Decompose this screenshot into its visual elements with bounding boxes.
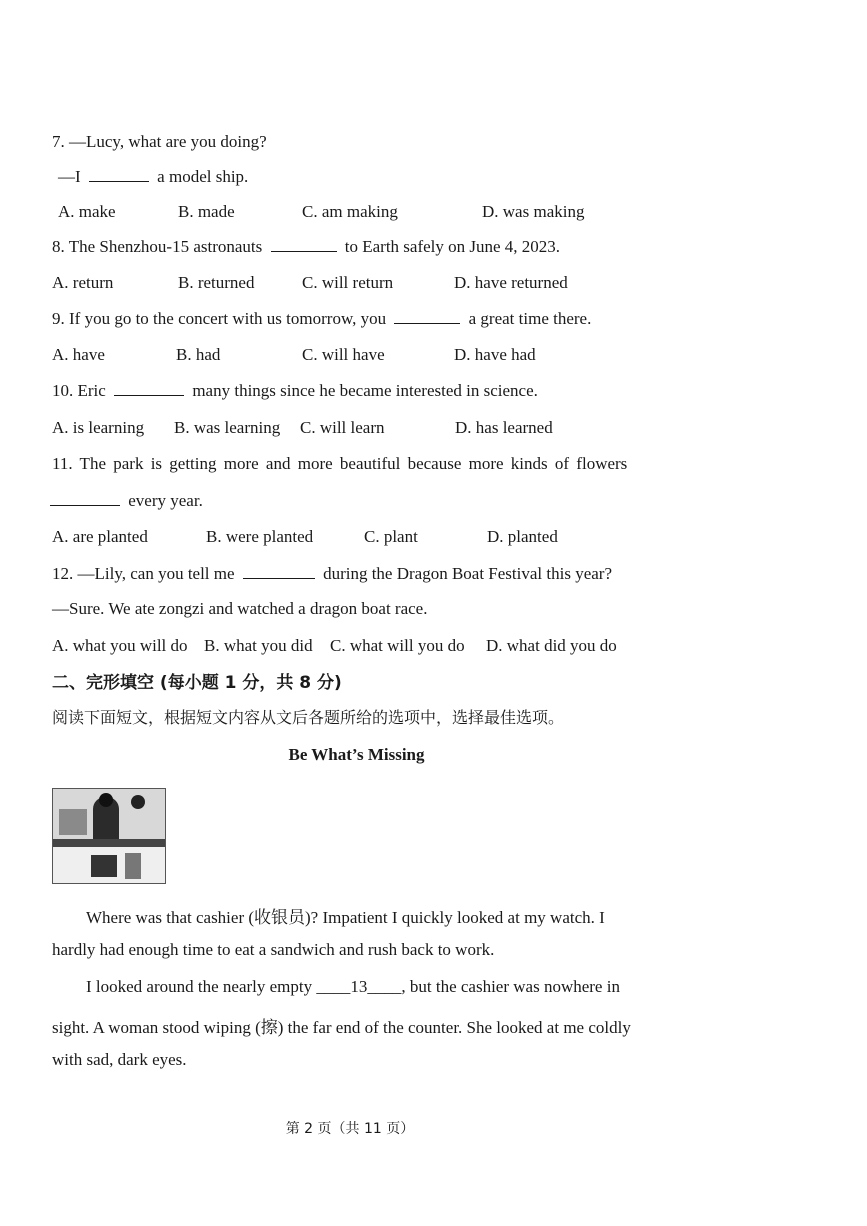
option-a[interactable]: A. what you will do — [52, 636, 188, 655]
question-7-options — [52, 201, 672, 223]
option-c[interactable]: C. will return — [302, 273, 394, 292]
option-c[interactable]: C. what will you do — [330, 636, 465, 655]
q7-reply-start: —I — [58, 167, 81, 186]
q9-stem-end: a great time there. — [468, 309, 592, 328]
answer-blank[interactable] — [89, 166, 149, 182]
question-8-options — [52, 272, 672, 294]
p2-line1-end: ____, but the cashier was nowhere in — [367, 977, 620, 996]
passage-p2-line3: with sad, dark eyes. — [52, 1050, 187, 1069]
q12-reply-text: —Sure. We ate zongzi and watched a dragon boat race. — [52, 599, 428, 618]
option-a[interactable]: A. make — [58, 202, 116, 221]
answer-blank[interactable] — [50, 490, 120, 506]
question-9-options — [52, 344, 672, 366]
passage-illustration — [52, 788, 166, 884]
question-8-stem — [52, 236, 560, 258]
option-a[interactable]: A. have — [52, 345, 105, 364]
passage-p2-line1 — [86, 977, 620, 997]
option-d[interactable]: D. was making — [482, 202, 585, 221]
answer-blank[interactable] — [114, 380, 184, 396]
option-c[interactable]: C. am making — [302, 202, 398, 221]
option-a[interactable]: A. is learning — [52, 418, 145, 437]
passage-p2-line2: sight. A woman stood wiping (擦) the far end of the counter. She looked at me coldly — [52, 1018, 631, 1037]
option-a[interactable]: A. are planted — [52, 527, 148, 546]
q11-stem-text: 11. The park is getting more and more beautiful because more kinds of flowers — [52, 454, 628, 473]
q7-stem-text: 7. —Lucy, what are you doing? — [52, 132, 267, 151]
q8-stem-end: to Earth safely on June 4, 2023. — [344, 237, 561, 256]
question-12-options — [52, 635, 692, 657]
answer-blank[interactable] — [394, 308, 460, 324]
option-d[interactable]: D. have had — [454, 345, 536, 364]
passage-p1-line1: Where was that cashier (收银员)? Impatient I quickly looked at my watch. I — [86, 908, 605, 927]
p2-line1-start: I looked around the nearly empty ____ — [86, 977, 351, 996]
question-7-stem — [52, 131, 267, 153]
option-c[interactable]: C. will have — [302, 345, 385, 364]
option-d[interactable]: D. planted — [487, 527, 558, 546]
section-instruction: 阅读下面短文，根据短文内容从文后各题所给的选项中，选择最佳选项。 — [52, 708, 565, 727]
q9-stem-start: 9. If you go to the concert with us tomorrow, you — [52, 309, 387, 328]
q12-stem-end: during the Dragon Boat Festival this year? — [323, 564, 612, 583]
option-b[interactable]: B. what you did — [204, 636, 313, 655]
question-12-stem — [52, 563, 612, 585]
question-11-stem-cont — [50, 490, 203, 512]
q10-stem-start: 10. Eric — [52, 381, 106, 400]
passage-title: Be What’s Missing — [288, 745, 425, 764]
question-10-options — [52, 417, 672, 439]
option-d[interactable]: D. what did you do — [486, 636, 617, 655]
answer-blank[interactable] — [243, 563, 315, 579]
option-b[interactable]: B. returned — [178, 273, 255, 292]
option-d[interactable]: D. have returned — [454, 273, 568, 292]
illustration-counter — [53, 839, 165, 847]
q12-stem-start: 12. —Lily, can you tell me — [52, 564, 235, 583]
question-11-stem — [52, 453, 627, 475]
option-c[interactable]: C. plant — [364, 527, 418, 546]
illustration-shelf — [59, 809, 87, 835]
illustration-stool — [125, 853, 141, 879]
illustration-clock — [131, 795, 145, 809]
q10-stem-end: many things since he became interested in science. — [192, 381, 538, 400]
option-a[interactable]: A. return — [52, 273, 114, 292]
question-12-reply — [52, 598, 427, 620]
blank-number-13[interactable]: 13 — [350, 977, 368, 996]
illustration-head — [99, 793, 113, 807]
question-11-options — [52, 526, 672, 548]
answer-blank[interactable] — [271, 236, 337, 252]
option-b[interactable]: B. had — [176, 345, 221, 364]
q7-reply-end: a model ship. — [157, 167, 249, 186]
option-b[interactable]: B. was learning — [174, 418, 281, 437]
question-7-reply — [58, 166, 248, 188]
q8-stem-start: 8. The Shenzhou-15 astronauts — [52, 237, 263, 256]
option-d[interactable]: D. has learned — [455, 418, 553, 437]
question-9-stem — [52, 308, 591, 330]
question-10-stem — [52, 380, 538, 402]
option-b[interactable]: B. were planted — [206, 527, 314, 546]
section-heading: 二、完形填空 (每小题 1 分，共 8 分) — [52, 673, 342, 693]
page-footer: 第 2 页（共 11 页） — [285, 1121, 415, 1137]
q11-stem-end: every year. — [128, 491, 203, 510]
option-c[interactable]: C. will learn — [300, 418, 385, 437]
illustration-box — [91, 855, 117, 877]
passage-p1-line2: hardly had enough time to eat a sandwich and rush back to work. — [52, 940, 495, 959]
option-b[interactable]: B. made — [178, 202, 235, 221]
